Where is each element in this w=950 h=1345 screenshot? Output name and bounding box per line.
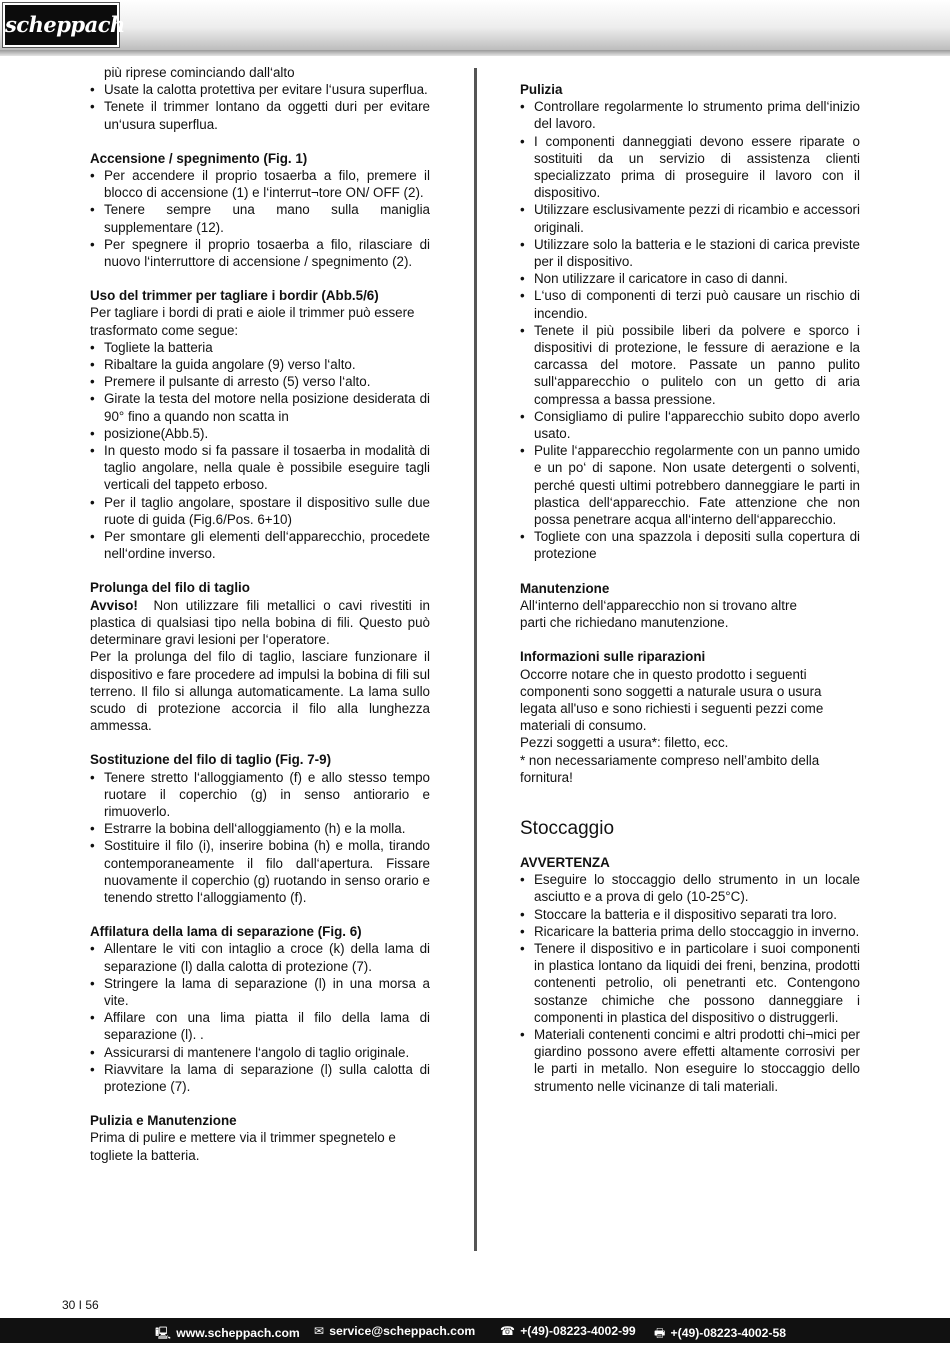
switch-bullet-list	[90, 167, 430, 270]
list-item: • Tenete il più possibile liberi da polvere e sporco i dispositivi di protezione, le fessure di aerazione e la carcassa del motore. Passate un panno pulito sull‘apparecchio o pulitelo con un getto di aria compressa a bassa pressione.	[520, 322, 860, 408]
list-item: • Materiali contenenti concimi e altri prodotti chi¬mici per giardino possono avere effetti altamente corrosivi per le parti in metallo. Non eseguire lo stoccaggio dello strumento nelle vicinanze di tali materiali.	[520, 1026, 860, 1095]
list-item: • Usate la calotta protettiva per evitare l‘usura superflua.	[90, 81, 430, 98]
section-heading-cleaning-maintenance: Pulizia e Manutenzione	[90, 1113, 237, 1129]
edging-bullet-list	[90, 339, 430, 563]
line-extension-text: Per la prolunga del filo di taglio, lasciare funzionare il dispositivo e fare procedere ad impulsi la bobina di fili sul terreno. Il filo si allunga automaticamente. La lama sullo scudo di protezione accorcia il filo alla lunghezza ammessa.	[90, 649, 430, 734]
list-item: • posizione(Abb.5).	[90, 425, 430, 442]
list-item: • I componenti danneggiati devono essere riparate o sostituiti da un servizio di assistenza clienti specializzato prima di proseguire il lavoro con il dispositivo.	[520, 133, 860, 202]
section-heading-maintenance: Manutenzione	[520, 580, 610, 596]
section-heading-blade-sharpening: Affilatura della lama di separazione (Fig. 6)	[90, 924, 362, 940]
list-item: • Tenete il trimmer lontano da oggetti duri per evitare un‘usura superflua.	[90, 98, 430, 132]
phone-icon: ☎	[500, 1324, 516, 1338]
footer-phone-text: +(49)-08223-4002-99	[520, 1324, 636, 1338]
header-divider	[0, 50, 950, 56]
section-heading-cleaning: Pulizia	[520, 82, 563, 97]
intro-bullet-list	[90, 81, 430, 133]
chapter-heading-storage: Stoccaggio	[520, 817, 615, 839]
column-divider	[474, 68, 477, 1251]
list-item: • Per spegnere il proprio tosaerba a filo, rilasciare di nuovo l‘interruttore di accensione / spegnimento (2).	[90, 236, 430, 270]
list-item: • Togliete la batteria	[90, 339, 430, 356]
warning-label: Avviso!	[90, 597, 138, 613]
list-item: • Per il taglio angolare, spostare il dispositivo sulle due ruote di guida (Fig.6/Pos. 6+10)	[90, 494, 430, 528]
blade-sharpening-bullet-list	[90, 940, 430, 1095]
wear-parts-text: Pezzi soggetti a usura*: filetto, ecc.	[520, 735, 729, 751]
list-item: • Tenere il dispositivo e in particolare i suoi componenti in plastica lontano da liquidi dei freni, benzina, prodotti contenenti petrolio, oli penetranti etc. Contengono sostanze chimiche che possono danneggiare i componenti in plastica del dispositivo o distruggerli.	[520, 940, 860, 1026]
list-item: • Consigliamo di pulire l‘apparecchio subito dopo averlo usato.	[520, 408, 860, 442]
footer-fax[interactable]	[654, 1324, 786, 1345]
section-heading-repairs: Informazioni sulle riparazioni	[520, 649, 706, 665]
list-item: • Estrarre la bobina dell‘alloggiamento (h) e la molla.	[90, 820, 430, 837]
right-column	[520, 81, 860, 1095]
computer-icon: 🖳	[155, 1326, 172, 1340]
page-footer	[0, 1318, 950, 1343]
list-item: • Premere il pulsante di arresto (5) verso l‘alto.	[90, 373, 430, 390]
list-item: • L‘uso di componenti di terzi può causare un rischio di incendio.	[520, 287, 860, 321]
footer-email[interactable]	[314, 1324, 475, 1338]
warning-heading: AVVERTENZA	[520, 854, 610, 870]
storage-bullet-list	[520, 871, 860, 1095]
list-item: • Pulite l‘apparecchio regolarmente con un panno umido e un po‘ di sapone. Non usate detergenti o solventi, perché questi ultimi potrebbero danneggiare le parti in plastica dell‘apparecchio. Fate attenzione che non possa penetrare acqua all‘interno dell‘apparecchio.	[520, 442, 860, 528]
list-item: • Utilizzare esclusivamente pezzi di ricambio e accessori originali.	[520, 201, 860, 235]
footnote-text: * non necessariamente compreso nell’ambito della fornitura!	[520, 752, 820, 785]
list-item: • Stringere la lama di separazione (l) in una morsa a vite.	[90, 975, 430, 1009]
list-item: • Sostituire il filo (i), inserire bobina (h) e molla, tirando contemporaneamente il filo dall‘apertura. Fissare nuovamente il coperchio (g) ruotando in senso orario e tenendo stretto l‘alloggiamento (f).	[90, 837, 430, 906]
repairs-text: Occorre notare che in questo prodotto i seguenti componenti sono soggetti a naturale usura o usura legata all'uso e sono richiesti i seguenti pezzi come materiali di consumo.	[520, 666, 824, 734]
list-item: • Utilizzare solo la batteria e le stazioni di carica previste per il dispositivo.	[520, 236, 860, 270]
list-item: • Ribaltare la guida angolare (9) verso l‘alto.	[90, 356, 430, 373]
list-item: • In questo modo si fa passare il tosaerba in modalità di taglio angolare, nella quale è possibile eseguire tagli verticali del tappeto erboso.	[90, 442, 430, 494]
footer-phone[interactable]	[500, 1324, 636, 1338]
warning-paragraph	[90, 597, 430, 649]
cleaning-bullet-list	[520, 98, 860, 562]
section-heading-edging: Uso del trimmer per tagliare i bordir (Abb.5/6)	[90, 288, 379, 304]
list-item: • Girate la testa del motore nella posizione desiderata di 90° fino a quando non scatta in	[90, 390, 430, 424]
list-item: • Non utilizzare il caricatore in caso di danni.	[520, 270, 860, 287]
maintenance-text-line: parti che richiedano manutenzione.	[520, 615, 729, 631]
list-item: • Tenere sempre una mano sulla maniglia supplementare (12).	[90, 201, 430, 235]
list-item: • Affilare con una lima piatta il filo della lama di separazione (l). .	[90, 1009, 430, 1043]
list-item: • Per accendere il proprio tosaerba a filo, premere il blocco di accensione (1) e l‘interrut¬tore ON/ OFF (2).	[90, 167, 430, 201]
list-item: • Per smontare gli elementi dell‘apparecchio, procedete nell‘ordine inverso.	[90, 528, 430, 562]
maintenance-text-line: All‘interno dell‘apparecchio non si trovano altre	[520, 597, 797, 613]
warning-text: Non utilizzare fili metallici o cavi rivestiti in plastica di qualsiasi tipo nella bobina di fili. Questo può determinare gravi lesioni per l‘operatore.	[90, 597, 430, 648]
footer-fax-text: +(49)-08223-4002-58	[670, 1326, 787, 1340]
footer-web-text: www.scheppach.com	[176, 1326, 300, 1340]
list-item: • Ricaricare la batteria prima dello stoccaggio in inverno.	[520, 923, 860, 940]
brand-logo: scheppach	[3, 3, 119, 47]
section-heading-switch: Accensione / spegnimento (Fig. 1)	[90, 150, 308, 166]
list-item: • Stoccare la batteria e il dispositivo separati tra loro.	[520, 906, 860, 923]
page-number: 30 I 56	[62, 1298, 99, 1312]
list-item: • Tenere stretto l‘alloggiamento (f) e allo stesso tempo ruotare il coperchio (g) in senso antiorario e rimuoverlo.	[90, 769, 430, 821]
line-replacement-bullet-list	[90, 769, 430, 907]
list-item: • Assicurarsi di mantenere l‘angolo di taglio originale.	[90, 1044, 430, 1061]
footer-web[interactable]	[155, 1324, 300, 1345]
list-item: • Allentare le viti con intaglio a croce (k) della lama di separazione (l) dalla calotta di protezione (7).	[90, 940, 430, 974]
list-item: • Riavvitare la lama di separazione (l) sulla calotta di protezione (7).	[90, 1061, 430, 1095]
edging-intro: Per tagliare i bordi di prati e aiole il trimmer può essere trasformato come segue:	[90, 305, 415, 338]
footer-email-text: service@scheppach.com	[329, 1324, 476, 1338]
section-heading-line-extension: Prolunga del filo di taglio	[90, 580, 250, 596]
left-column	[90, 64, 430, 1164]
envelope-icon: ✉	[314, 1324, 325, 1338]
page-header	[0, 0, 950, 50]
list-item: • Togliete con una spazzola i depositi sulla copertura di protezione	[520, 528, 860, 562]
fax-icon: 🖶	[654, 1326, 666, 1340]
cleaning-maintenance-text: Prima di pulire e mettere via il trimmer spegnetelo e togliete la batteria.	[90, 1130, 396, 1163]
list-item: • Controllare regolarmente lo strumento prima dell‘inizio del lavoro.	[520, 98, 860, 132]
list-item: • Eseguire lo stoccaggio dello strumento in un locale asciutto e a prova di gelo (10-25°C).	[520, 871, 860, 905]
section-heading-line-replacement: Sostituzione del filo di taglio (Fig. 7-9)	[90, 752, 332, 768]
continued-text: più riprese cominciando dall‘alto	[104, 65, 295, 80]
